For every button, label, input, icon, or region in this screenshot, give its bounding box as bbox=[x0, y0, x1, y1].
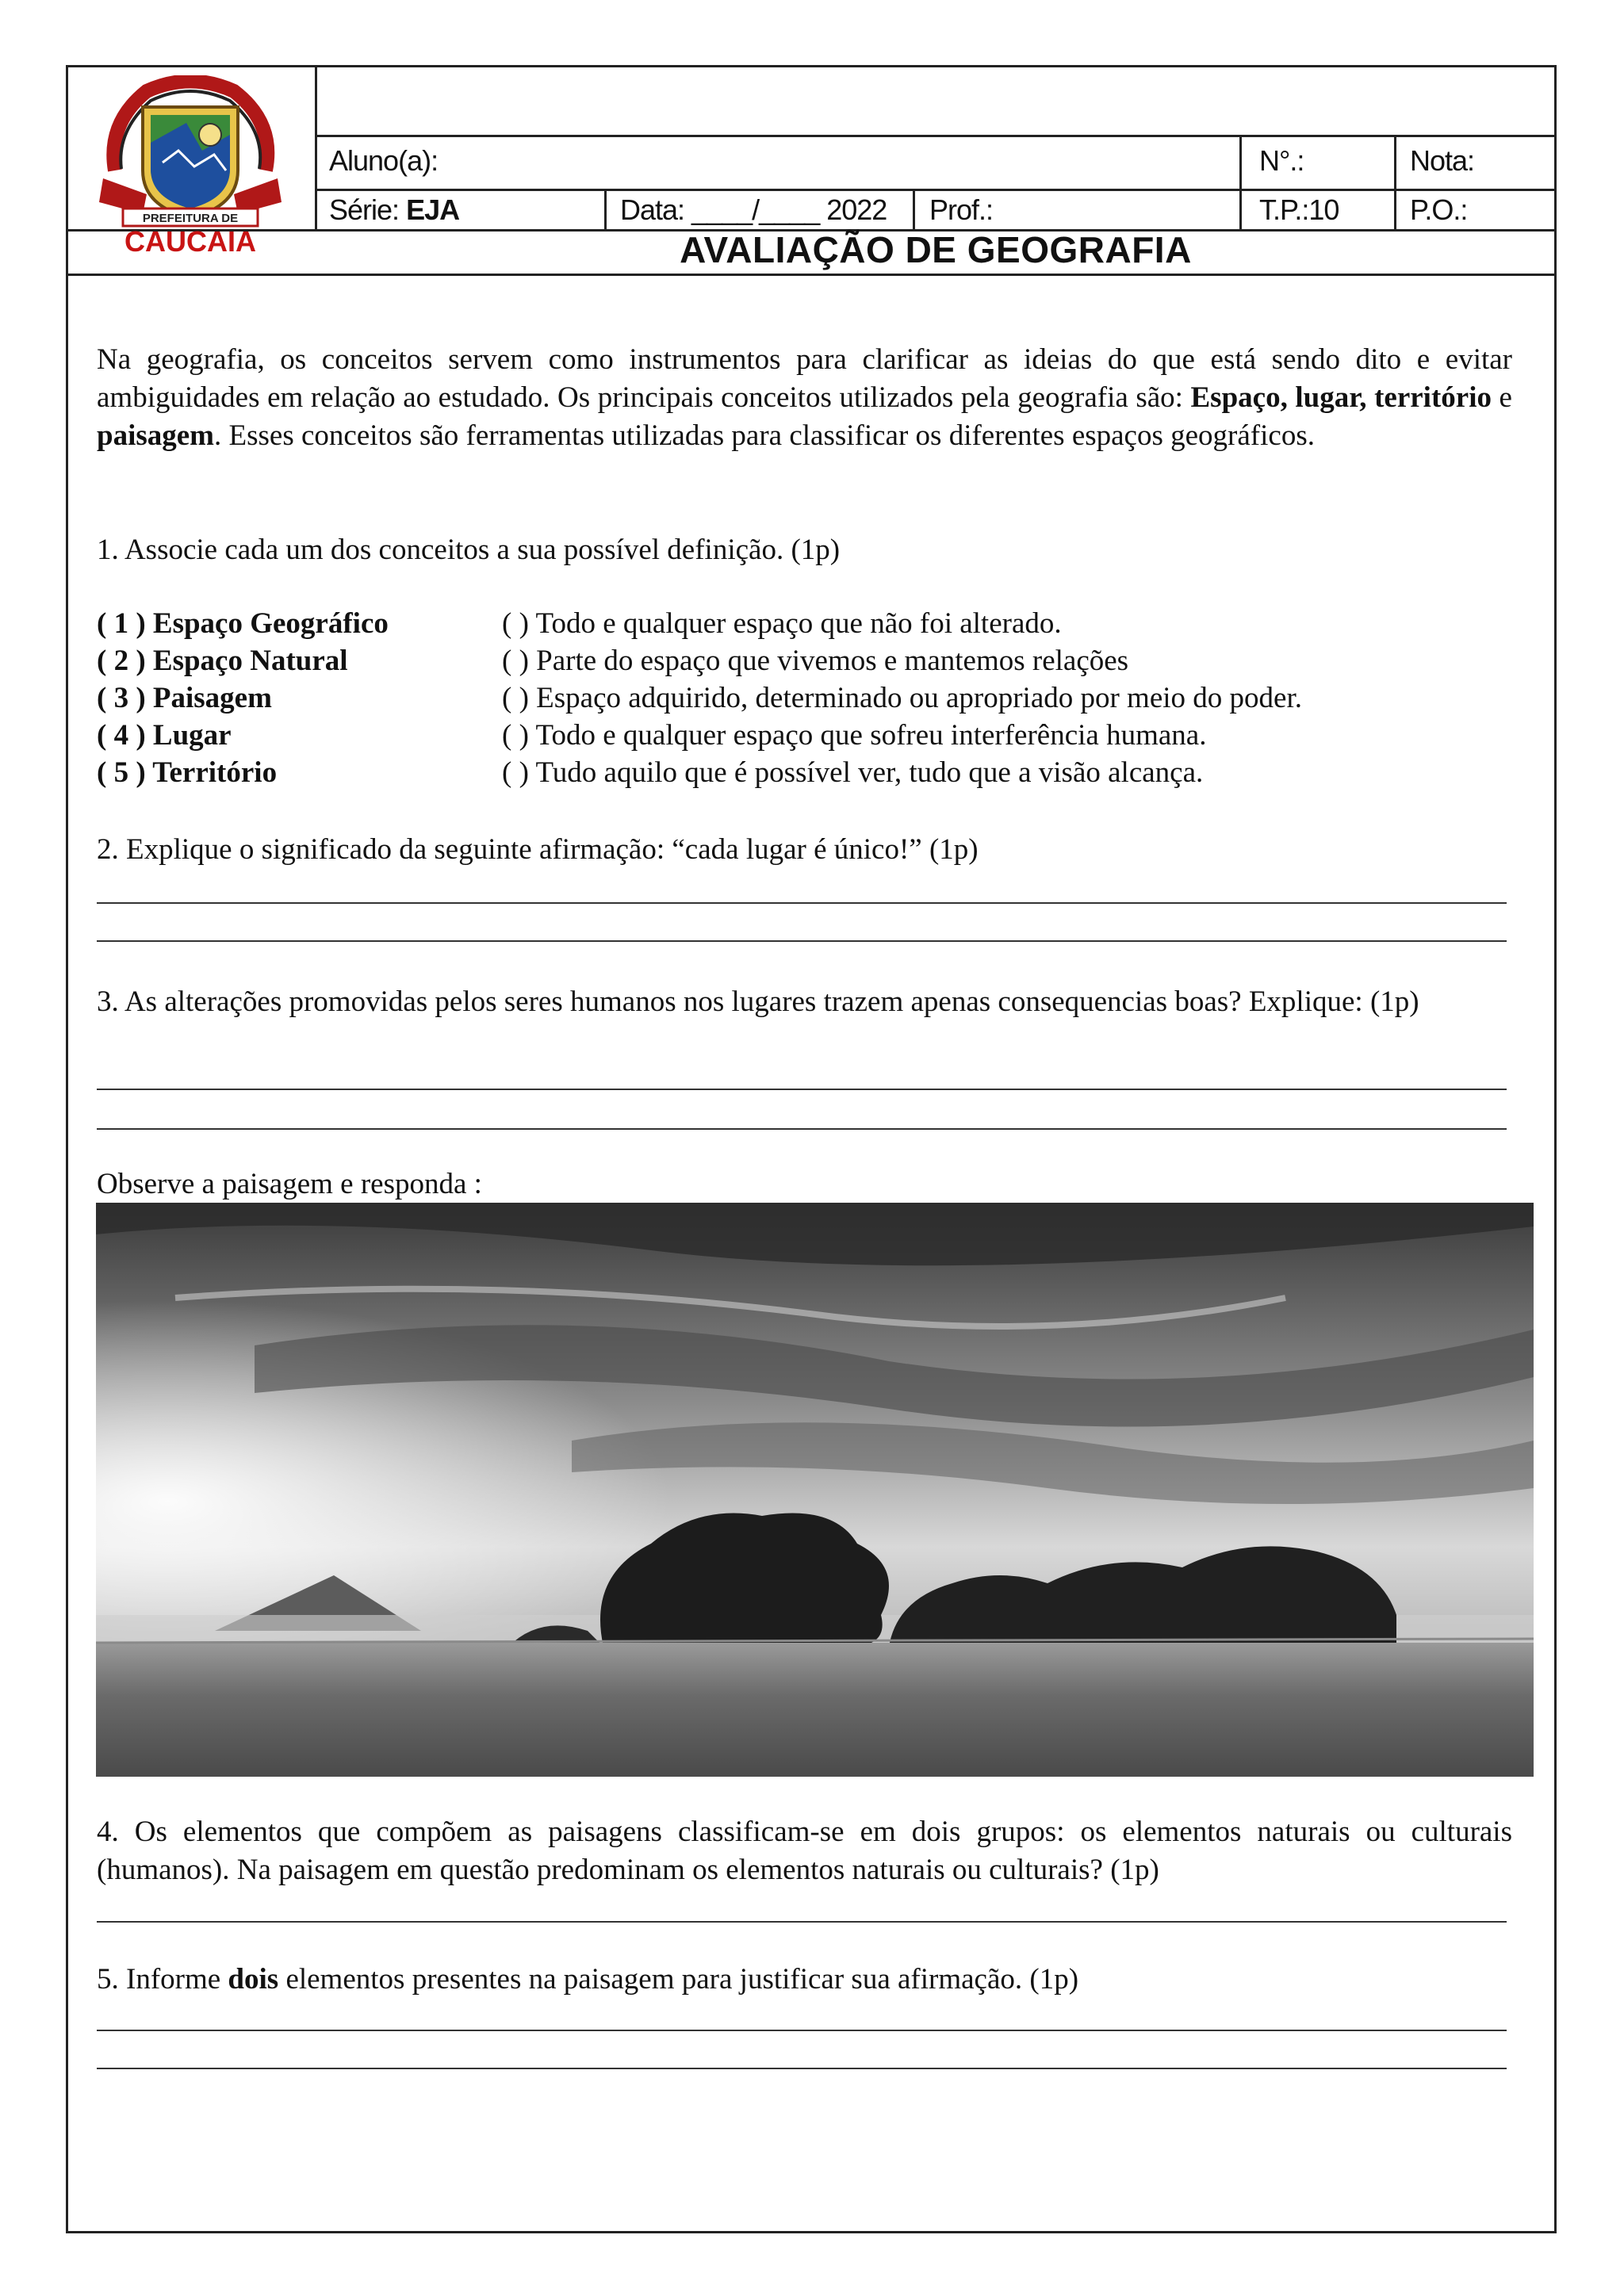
page-title: AVALIAÇÃO DE GEOGRAFIA bbox=[680, 229, 1192, 270]
q5-prompt bbox=[97, 1961, 1078, 1999]
answer-line[interactable] bbox=[97, 2068, 1507, 2069]
concept-item: ( 1 ) Espaço Geográfico bbox=[97, 607, 389, 640]
caucaia-logo bbox=[99, 75, 282, 258]
po-label: P.O.: bbox=[1410, 193, 1468, 226]
definition-item[interactable]: ( ) Parte do espaço que vivemos e mantemos relações bbox=[502, 645, 1129, 677]
q3-prompt: 3. As alterações promovidas pelos seres humanos nos lugares trazem apenas consequencias boas? Explique: (1p) bbox=[97, 985, 1419, 1018]
header-divider-prof bbox=[913, 189, 915, 230]
serie-label: Série: bbox=[329, 193, 400, 226]
header-divider-nota bbox=[1394, 135, 1396, 230]
intro-bold-paisagem: paisagem bbox=[97, 419, 214, 452]
q5-bold-dois: dois bbox=[228, 1963, 279, 1996]
prof-label: Prof.: bbox=[929, 193, 994, 226]
tp-label: T.P.:10 bbox=[1259, 193, 1339, 226]
data-field: Data: ____/____ 2022 bbox=[620, 193, 887, 226]
answer-line[interactable] bbox=[97, 2030, 1507, 2031]
q5-text-1: 5. Informe bbox=[97, 1963, 228, 1996]
header-line-top-row bbox=[316, 135, 1557, 137]
intro-text-2: e bbox=[1491, 381, 1512, 414]
aluno-label: Aluno(a): bbox=[329, 144, 439, 177]
answer-line[interactable] bbox=[97, 1921, 1507, 1923]
observe-label: Observe a paisagem e responda : bbox=[97, 1168, 482, 1200]
concept-item: ( 2 ) Espaço Natural bbox=[97, 645, 348, 677]
q2-prompt: 2. Explique o significado da seguinte afirmação: “cada lugar é único!” (1p) bbox=[97, 833, 979, 866]
intro-paragraph bbox=[97, 341, 1512, 455]
numero-label: N°.: bbox=[1259, 144, 1304, 177]
answer-line[interactable] bbox=[97, 902, 1507, 904]
q1-prompt: 1. Associe cada um dos conceitos a sua possível definição. (1p) bbox=[97, 534, 841, 566]
header-divider-logo bbox=[315, 65, 317, 230]
serie-value: EJA bbox=[406, 193, 460, 226]
header-divider-data bbox=[604, 189, 607, 230]
definition-item[interactable]: ( ) Todo e qualquer espaço que sofreu interferência humana. bbox=[502, 719, 1207, 752]
definition-item[interactable]: ( ) Espaço adquirido, determinado ou apropriado por meio do poder. bbox=[502, 682, 1302, 714]
intro-text-1: Na geografia, os conceitos servem como instrumentos para clarificar as ideias do que está sendo dito e evitar ambiguidades em relação ao estudado. Os principais conceitos utilizados pela geografia são: bbox=[97, 343, 1512, 414]
q5-text-2: elementos presentes na paisagem para justificar sua afirmação. (1p) bbox=[278, 1963, 1079, 1996]
landscape-photo bbox=[96, 1203, 1534, 1777]
concept-item: ( 4 ) Lugar bbox=[97, 719, 232, 752]
intro-bold-concepts: Espaço, lugar, território bbox=[1190, 381, 1492, 414]
intro-text-3: . Esses conceitos são ferramentas utilizadas para classificar os diferentes espaços geográficos. bbox=[214, 419, 1315, 452]
header-line-title-bottom bbox=[66, 274, 1557, 276]
concept-item: ( 3 ) Paisagem bbox=[97, 682, 272, 714]
answer-line[interactable] bbox=[97, 940, 1507, 942]
definition-item[interactable]: ( ) Todo e qualquer espaço que não foi alterado. bbox=[502, 607, 1062, 640]
concept-item: ( 5 ) Território bbox=[97, 756, 278, 789]
header-line-mid-row bbox=[316, 189, 1557, 191]
svg-text:CAUCAIA: CAUCAIA bbox=[124, 225, 256, 258]
answer-line[interactable] bbox=[97, 1128, 1507, 1130]
answer-line[interactable] bbox=[97, 1089, 1507, 1090]
nota-label: Nota: bbox=[1410, 144, 1475, 177]
serie-field bbox=[329, 193, 459, 227]
q4-prompt: 4. Os elementos que compõem as paisagens classificam-se em dois grupos: os elementos naturais ou culturais (humanos). Na paisagem em questão predominam os elementos naturais ou culturais? (1p) bbox=[97, 1816, 1512, 1886]
svg-text:PREFEITURA DE: PREFEITURA DE bbox=[142, 212, 239, 225]
q1-definitions-list bbox=[502, 605, 1302, 791]
header-divider-numero bbox=[1239, 135, 1242, 230]
definition-item[interactable]: ( ) Tudo aquilo que é possível ver, tudo que a visão alcança. bbox=[502, 756, 1204, 789]
q1-concepts-list bbox=[97, 605, 389, 791]
